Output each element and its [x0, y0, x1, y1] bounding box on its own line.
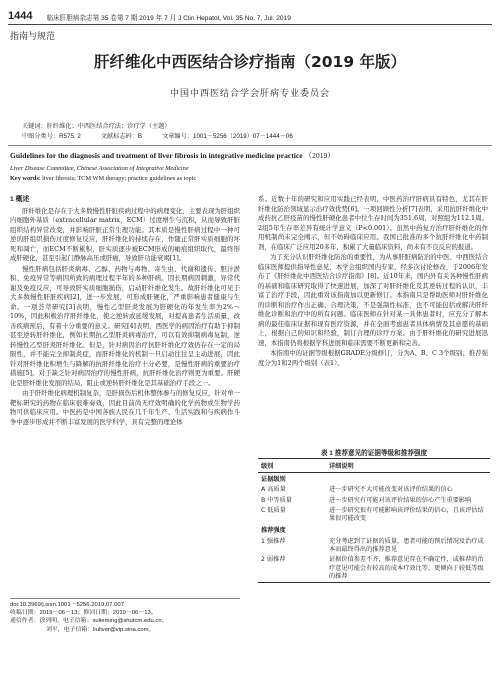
- paragraph: 由于肝纤维化病理机制复杂，是肝损伤后机体整体参与的修复反应，针对单一靶标研究的药物在临床很难奏效，因此目前尚无疗效明确的化学药物或生物学药物可供临床应用。中医药是中国各族人民在几千年生产、生活实践和与疾病作斗争中逐步形成并不断丰富发展的医学科学，具有完整的理论体: [10, 389, 240, 426]
- received-date: 收稿日期：2019－06－13；修回日期：2019－06－13。: [10, 610, 157, 617]
- table-row: [258, 496, 490, 506]
- level-cell: A 高质量: [261, 486, 286, 494]
- english-keywords: [10, 175, 196, 182]
- paragraph: 慢性肝病包括肝炎病毒、乙醇、药物与毒物、寄生虫、代谢和遗传、胆汁淤积、免疫异常等病因所致的病理过程半年的多种肝病。因长期病因刺激，异常代谢及免疫反应，可导致肝实质细胞损伤，启动肝纤维化发生。故肝纤维化可见于大多数慢性肝脏疾病[2]，进一步发展，可形成肝硬化，严重影响患者健康与生命。一项荟萃研究[3]表明，慢性乙型肝炎发展为肝硬化的年发生率为2%～10%，因此积极治疗肝纤维化，使之逆转或延缓发展，对提高患者生活质量，改善疾病预后，有着十分重要的意义。研究[4]表明，西医学的病因治疗有助于抑制甚至逆转肝纤维化，例如长期抗乙型肝炎病毒治疗，可以有效抑制病毒复制，逆转慢性乙型肝炎肝纤维化。但是，针对病因治疗抗肝纤维化疗效仍存在一定的局限性，并不能完全抑制炎症，而肝纤维化的机制一旦启动往往呈主动进展，因此针对肝纤维化积增生与降解的抗肝纤维化治疗十分必要，是慢性肝病的重要治疗措施[5]。对于缺乏针对病因治疗的慢性肝病，抗肝纤维化治疗则更为重要。肝硬化是肝纤维化发展的结局，阻止或逆转肝纤维化是其基础治疗手段之一。: [10, 264, 240, 387]
- journal-line: 临床肝胆病杂志第 35 卷第 7 期 2019 年 7 月 J Clin Hepatol, Vol. 35 No. 7, Jul. 2019: [46, 15, 291, 22]
- english-authors: Liver Disease Committee, Chinese Association of Integrative Medicine: [10, 165, 189, 172]
- paragraph: 本指南中的证据等级根据GRADE分级修订，分为A、B、C 3个级别；推荐强度分为1和2两个级别（表1）。: [258, 349, 488, 367]
- table-header: 级别: [258, 459, 326, 473]
- footnote-rule: [10, 598, 240, 599]
- evidence-table: [258, 458, 490, 583]
- level-cell: 1 强推荐: [261, 537, 286, 545]
- english-title-year: （2019）: [304, 151, 335, 160]
- footnote: [10, 598, 240, 634]
- clc-number: 中图分类号：R575. 2: [22, 133, 81, 140]
- table-row: [258, 506, 490, 525]
- table-row: [258, 485, 490, 495]
- table-header: 详细说明: [326, 459, 490, 473]
- corresponding-author: 通信作者：徐列明，电子信箱：xulieming@shutcm.edu.cn；: [10, 618, 168, 625]
- running-header: [8, 6, 492, 22]
- classification-line: [22, 131, 478, 140]
- table-caption: 表 1 推荐意见的证据等级和推荐强度: [320, 450, 428, 457]
- level-cell: C 低质量: [261, 506, 286, 514]
- section-heading: 1 概述: [10, 196, 30, 203]
- desc-cell: 进一步研究有可能对该评价结果的信心产生重要影响: [329, 496, 472, 504]
- table-group-label: 证据级别: [261, 476, 286, 483]
- level-cell: B 中等质量: [261, 496, 292, 504]
- right-column: [258, 195, 488, 445]
- level-cell: 2 弱推荐: [258, 555, 326, 582]
- keywords-cn: 关键词：肝纤维化；中西医结合疗法；诊疗学（主题）: [22, 123, 171, 130]
- header-rule: [8, 24, 492, 25]
- corresponding-author-2: 刘平，电子信箱：liuliver@vip.sina.com。: [46, 626, 155, 633]
- doi: doi:10.3969/j.issn.1001－5256.2019.07.007: [10, 602, 124, 608]
- desc-cell: 证据价值参差不齐，推荐意见存在不确定性，或推荐的治疗意见可能会有较高的成本疗效比等，更倾向于较低等级的推荐: [326, 555, 490, 582]
- paragraph: 为了充分认识肝纤维化防治的重要性，为从事肝脏病防治的中医、中西医结合临床医师提供指导性意见，本学会组织国内专家，经多次讨论修改，于2006年发布了《肝纤维化中西医结合诊疗指南》[8]。近10年来，国内外有关各种慢性肝病的基础和临床研究取得了快速进展，加深了对肝纤维化及其逆转过程的认识，丰富了治疗手段，因此重对该指南加以更新修订。本指南只是帮助医师对肝纤维化的诊断和治疗作出正确、合理决策，不是强制性标准，也不可能包括或解决肝纤维化诊断和治疗中的所有问题。临床医师在针对某一具体患者时，应充分了解本病的最佳临床证据和现有医疗资源，并在全面考虑患者具体病情及其意愿的基础上，根据自己的知识和经验，制订合理的诊疗方案。由于肝纤维化的研究进展迅速，本指南仍将根据学科进展和临床需要不断更新和完善。: [258, 253, 488, 347]
- doc-code: 文献标志码：B: [100, 133, 143, 140]
- paragraph: 系。近数十年的研究和应用实践已经表明，中医药治疗肝病具有特色，尤其在肝纤维化防治领域显示出疗效优势[6]。一项回顾性分析[7]表明，采用抗肝纤维化中成药抗乙肝疫苗的慢性肝硬化患者中位生存时间为351.6周，对照组为112.1周。2组5年生存率差异有统计学意义（P<0.001）。虽然中药复方治疗肝纤维化的作用机制尚未完全阐示，但不妨碍临床应用。我国已批准的多个抗肝纤维化中药制剂，在临床广泛应用20多年，积累了大量临床资料，尚未有不良反应的报道。: [258, 195, 488, 251]
- article-number: 文章编号：1001－5256（2019）07－1444－06: [162, 133, 293, 140]
- page-number: 1444: [8, 10, 33, 22]
- english-title-text: Guidelines for the diagnosis and treatment of liver fibrosis in integrative medicine practice: [10, 151, 303, 160]
- keywords-label: Key words: [10, 175, 39, 182]
- paragraph: 肝纤维化是存在于大多数慢性肝脏疾病过程中的病理变化，主要表现为肝组织内细胞外基质（extracellular matrix，ECM）过度增生与沉积，从而导致肝脏组织结构异常改变，并影响肝脏正常生理功能。其本质是慢性肝病过程中一种可逆的肝组织损伤过度修复反应，肝纤维化的持续存在，作随正常肝实质细胞的坏死和凋亡，而ECM不断累积，肝实质逐步被ECM形成的瘢痕组织取代，最终形成肝硬化，甚至引起门静脉高压或肝癌，导致肝功能衰竭[1]。: [10, 206, 240, 262]
- english-title: [10, 150, 490, 161]
- article-title: 肝纤维化中西医结合诊疗指南（2019 年版）: [93, 53, 407, 71]
- desc-cell: 进一步研究很有可能影响该评价结果的信心，且该评估结果很可能改变: [329, 506, 484, 523]
- table-row: [258, 537, 490, 556]
- left-column: [10, 195, 240, 595]
- desc-cell: 进一步研究不大可能改变对该评价结果的信心: [329, 486, 453, 494]
- meta-rule: [8, 145, 492, 146]
- desc-cell: 充分考虑到了证据的质量，患者可能的预后情况及治疗成本而最终得出的推荐意见: [329, 537, 484, 554]
- column-label: 指南与规范: [10, 31, 56, 41]
- table-group-label: 推荐强度: [261, 527, 286, 535]
- keywords-text: : liver fibrosis; TCM WM therapy; practice guidelines as topic: [38, 175, 197, 182]
- article-authors: 中国中西医结合学会肝病专业委员会: [169, 89, 330, 99]
- table-row: [258, 555, 490, 582]
